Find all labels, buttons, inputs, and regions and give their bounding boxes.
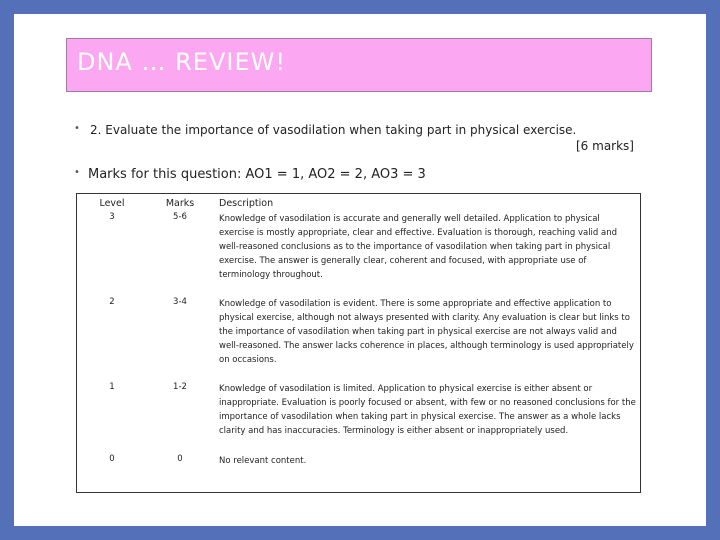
row-level: 3 [109,212,115,222]
slide-title: DNA … REVIEW! [77,48,286,76]
row-level: 2 [109,297,115,307]
row-description: Knowledge of vasodilation is limited. Application to physical exercise is either absent or inappropriate. Evaluation is poorly focused or absent, with few or no reasoned conclusions for the importance of vasodilation when taking part in physical exercise. The answer as a whole lacks clarity and has inaccuracies. Terminology is either absent or inappropriately used. [219,384,636,436]
row-level: 1 [109,382,115,392]
bullet-dot-icon: • [74,123,80,134]
marks-breakdown: Marks for this question: AO1 = 1, AO2 = 2, AO3 = 3 [88,167,426,182]
header-marks: Marks [165,198,195,209]
row-description: No relevant content. [219,456,307,466]
mark-scheme-table [76,193,641,493]
header-description: Description [219,198,274,209]
row-marks: 5-6 [173,212,187,222]
question-marks: [6 marks] [576,139,634,153]
row-description: Knowledge of vasodilation is accurate and generally well detailed. Application to physical exercise is mostly appropriate, clear and effective. Evaluation is thorough, reaching valid and well-reasoned conclusions as to the importance of vasodilation when taking part in physical exercise. The answer is generally clear, coherent and focused, with appropriate use of terminology throughout. [219,214,618,280]
header-level: Level [99,198,125,209]
row-marks: 0 [177,454,183,464]
title-banner [66,38,652,92]
row-marks: 1-2 [173,382,187,392]
row-level: 0 [109,454,115,464]
slide [14,14,706,526]
question-text: 2. Evaluate the importance of vasodilation when taking part in physical exercise. [90,123,577,137]
bullet-dot-icon: • [74,167,80,178]
row-description: Knowledge of vasodilation is evident. There is some appropriate and effective application to physical exercise, although not always presented with clarity. Any evaluation is clear but links to the importance of vasodilation when taking part in physical exercise are not always valid and well-reasoned. The answer lacks coherence in places, although terminology is used appropriately on occasions. [219,299,634,365]
row-marks: 3-4 [173,297,187,307]
